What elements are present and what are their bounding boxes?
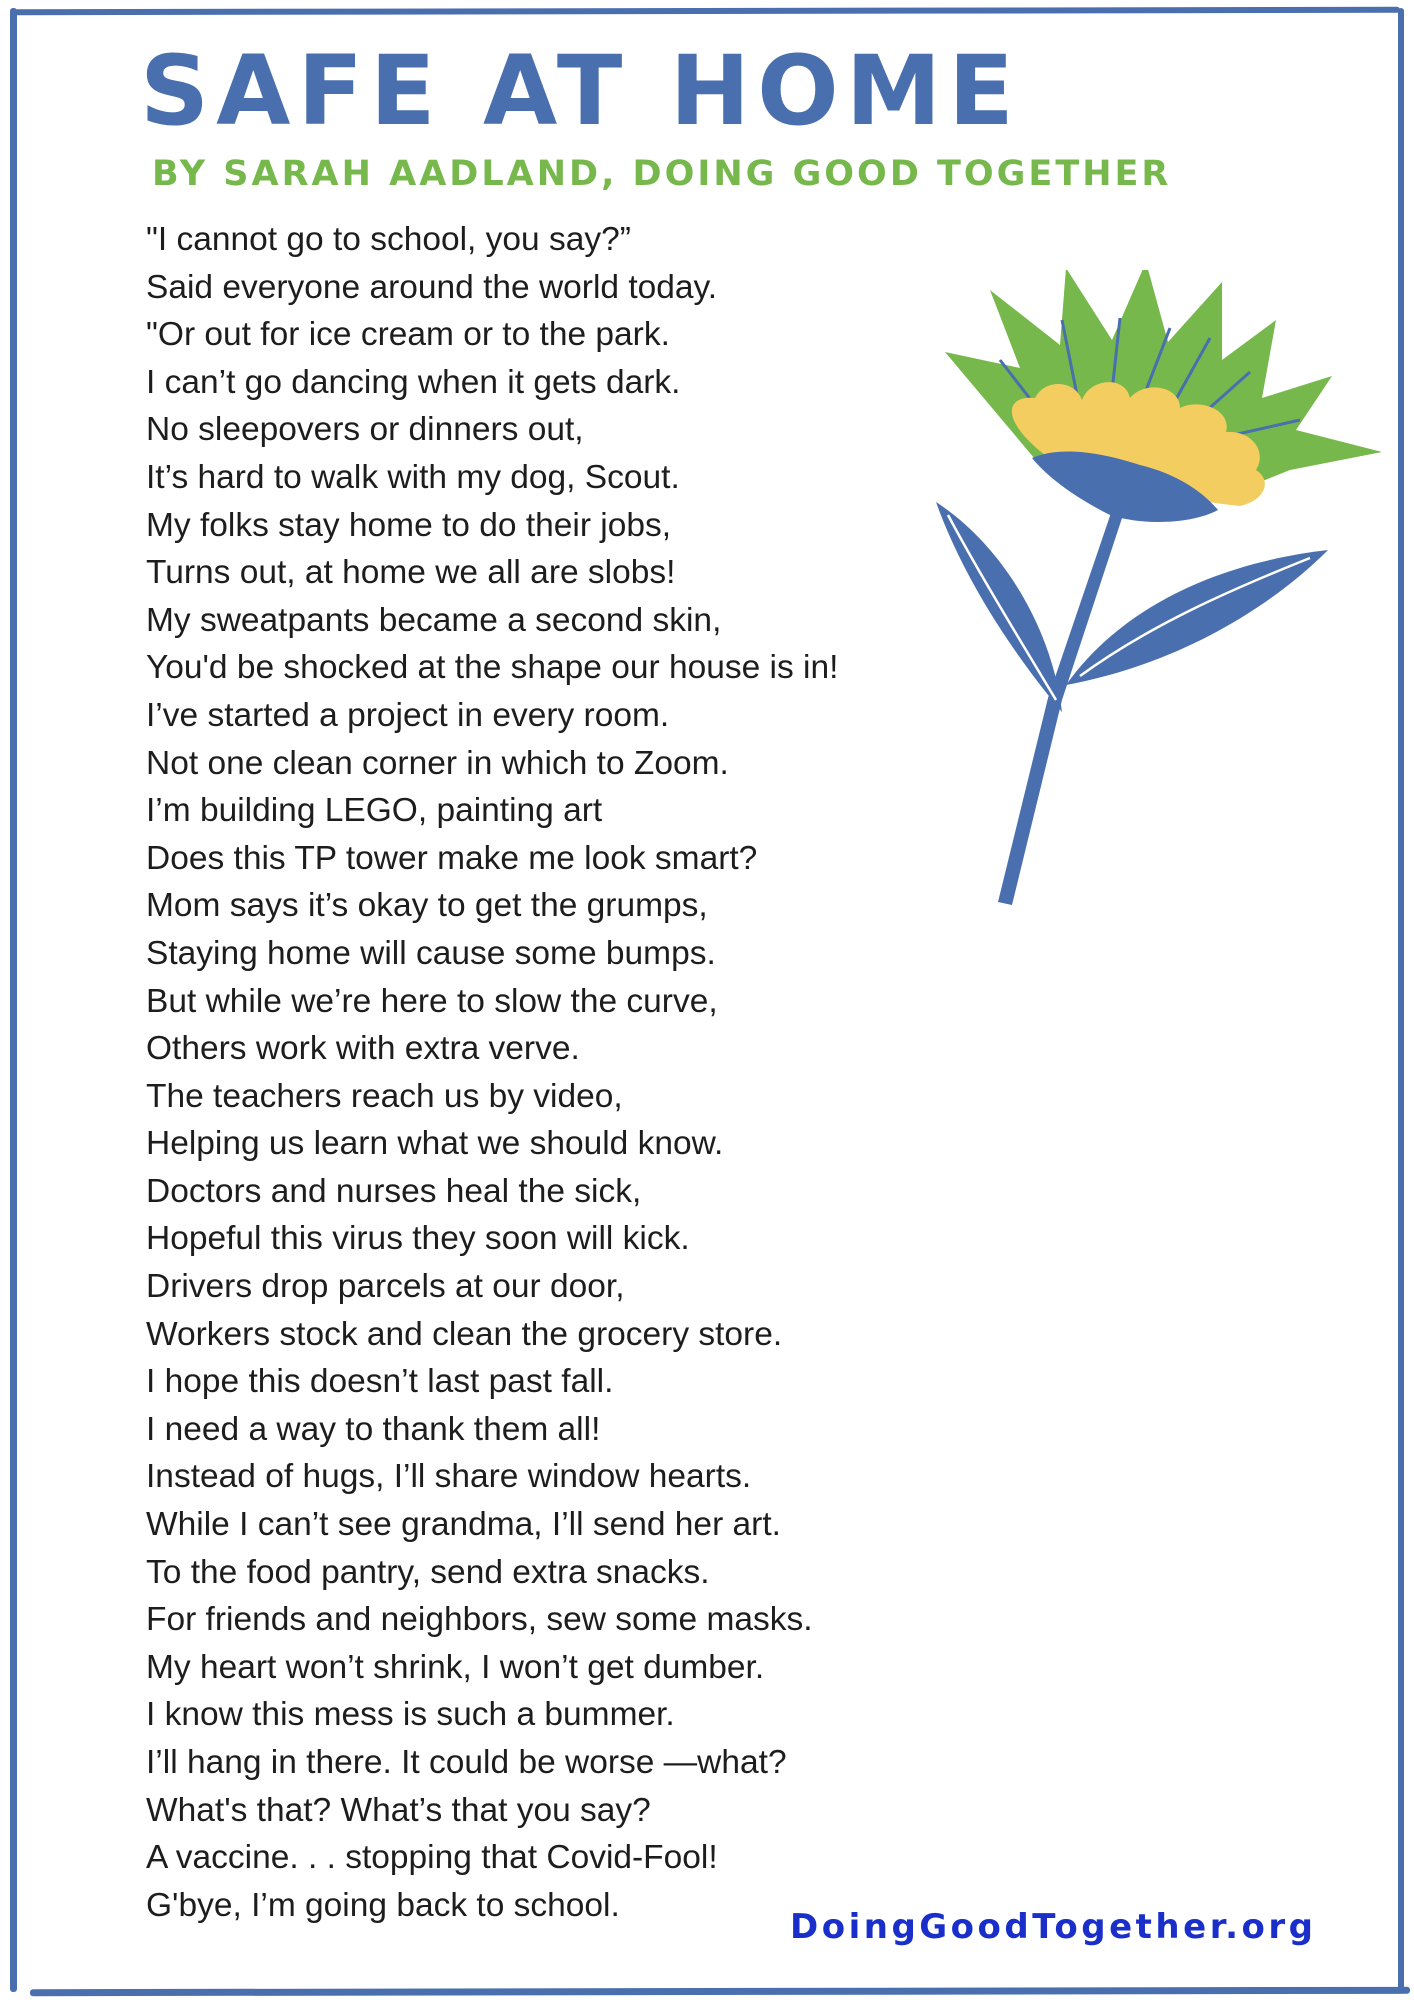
page-border-bottom (30, 1987, 1410, 1996)
poem-line: I’ll hang in there. It could be worse —what? (146, 1744, 787, 1781)
poem-line: Does this TP tower make me look smart? (146, 839, 758, 877)
poem-line: While I can’t see grandma, I’ll send her art. (146, 1506, 781, 1544)
poem-line: Others work with extra verve. (146, 1030, 580, 1068)
poem-line: You'd be shocked at the shape our house is in! (146, 649, 839, 687)
page-border-right (1398, 8, 1404, 1992)
page-border-top (14, 7, 1400, 15)
poem-line: Helping us learn what we should know. (146, 1125, 724, 1163)
poem-line: Workers stock and clean the grocery store. (146, 1315, 783, 1353)
website-link[interactable]: DoingGoodTogether.org (790, 1907, 1317, 1947)
poem-line: "Or out for ice cream or to the park. (146, 316, 670, 354)
poem-line: I’ve started a project in every room. (146, 696, 670, 734)
poem-line: My folks stay home to do their jobs, (146, 506, 672, 544)
poem-line: Said everyone around the world today. (146, 268, 718, 306)
flower-leaf-right (1066, 550, 1328, 685)
poem-line: No sleepovers or dinners out, (146, 411, 584, 449)
poem-line: It’s hard to walk with my dog, Scout. (146, 458, 680, 496)
poem-line: A vaccine. . . stopping that Covid-Fool! (146, 1839, 718, 1877)
poem-line: Instead of hugs, I’ll share window hearts. (146, 1458, 752, 1496)
poem-line: "I cannot go to school, you say?” (146, 221, 631, 258)
poem-line: My heart won’t shrink, I won’t get dumber. (146, 1648, 765, 1686)
poem-line: For friends and neighbors, sew some masks. (146, 1601, 813, 1639)
poem-line: Hopeful this virus they soon will kick. (146, 1220, 690, 1258)
poem-line: The teachers reach us by video, (146, 1077, 623, 1115)
poem-line: I can’t go dancing when it gets dark. (146, 363, 681, 401)
flower-illustration (920, 270, 1390, 920)
page-border-left (10, 8, 17, 1992)
page-title: SAFE AT HOME (140, 35, 1021, 147)
poem-body (146, 216, 838, 1929)
poem-line: But while we’re here to slow the curve, (146, 982, 718, 1020)
poem-line: What's that? What’s that you say? (146, 1791, 651, 1829)
poem-line: I need a way to thank them all! (146, 1410, 601, 1448)
poem-line: I’m building LEGO, painting art (146, 792, 603, 830)
poem-line: My sweatpants became a second skin, (146, 601, 722, 639)
poem-line: G'bye, I’m going back to school. (146, 1886, 620, 1924)
author-byline: BY SARAH AADLAND, DOING GOOD TOGETHER (152, 154, 1172, 194)
poem-line: Staying home will cause some bumps. (146, 934, 716, 972)
poem-line: Mom says it’s okay to get the grumps, (146, 887, 708, 925)
poem-line: I hope this doesn’t last past fall. (146, 1363, 614, 1401)
poem-line: To the food pantry, send extra snacks. (146, 1553, 710, 1591)
poem-line: Drivers drop parcels at our door, (146, 1268, 625, 1306)
poem-line: I know this mess is such a bummer. (146, 1696, 675, 1734)
poem-line: Turns out, at home we all are slobs! (146, 554, 676, 592)
poem-line: Not one clean corner in which to Zoom. (146, 744, 729, 782)
poem-line: Doctors and nurses heal the sick, (146, 1172, 642, 1210)
